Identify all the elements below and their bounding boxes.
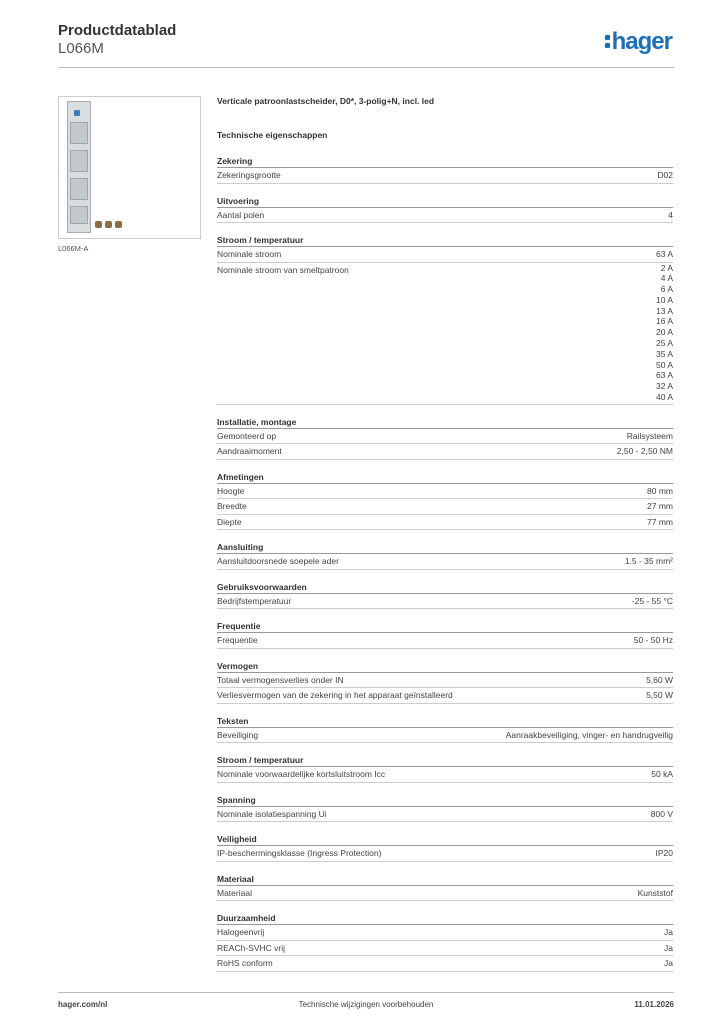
spec-value: IP20 xyxy=(655,848,673,859)
spec-row xyxy=(217,633,673,649)
spec-row xyxy=(217,688,673,704)
logo-text: hager xyxy=(611,28,672,55)
spec-row xyxy=(217,846,673,862)
terminal-accessory-icon xyxy=(115,221,122,228)
section-title: Stroom / temperatuur xyxy=(217,234,673,247)
spec-value: 40 A xyxy=(655,392,673,403)
spec-label: Hoogte xyxy=(217,485,245,496)
spec-value: D02 xyxy=(657,170,673,180)
section-title: Installatie, montage xyxy=(217,416,673,429)
spec-label: Zekeringsgrootte xyxy=(217,170,281,180)
spec-value: 5,60 W xyxy=(646,674,673,685)
section-title: Frequentie xyxy=(217,620,673,633)
spec-row xyxy=(217,263,673,405)
section-title: Aansluiting xyxy=(217,541,673,554)
product-code: L066M xyxy=(58,40,104,57)
spec-label: Beveiliging xyxy=(217,729,259,740)
spec-label: Materiaal xyxy=(217,887,252,898)
spec-section xyxy=(217,754,673,783)
section-title: Gebruiksvoorwaarden xyxy=(217,581,673,594)
spec-sections xyxy=(217,155,673,972)
document-title: Productdatablad xyxy=(58,22,177,39)
spec-section xyxy=(217,541,673,570)
spec-value: Railsysteem xyxy=(626,430,673,441)
spec-value: Kunststof xyxy=(637,887,673,898)
spec-section xyxy=(217,155,673,184)
spec-value: 4 A xyxy=(660,273,673,284)
spec-content xyxy=(217,96,673,972)
spec-section xyxy=(217,660,673,704)
spec-row xyxy=(217,499,673,515)
spec-label: IP-beschermingsklasse (Ingress Protection) xyxy=(217,848,382,859)
spec-label: Halogeenvrij xyxy=(217,927,265,938)
fuse-switch-device-icon xyxy=(67,101,91,233)
spec-value: 35 A xyxy=(655,348,673,359)
spec-label: Aandraaimoment xyxy=(217,446,282,457)
spec-label: REACh-SVHC vrij xyxy=(217,942,286,953)
spec-value: 13 A xyxy=(655,305,673,316)
spec-value: Ja xyxy=(664,942,673,953)
spec-value: Aanraakbeveiliging, vinger- en handrugveilig xyxy=(505,729,673,740)
spec-section xyxy=(217,912,673,972)
spec-row xyxy=(217,429,673,445)
spec-section xyxy=(217,794,673,823)
terminal-accessory-icon xyxy=(95,221,102,228)
spec-label: Verliesvermogen van de zekering in het apparaat geïnstalleerd xyxy=(217,690,453,701)
tech-heading: Technische eigenschappen xyxy=(217,130,328,140)
spec-value: 4 xyxy=(668,209,673,220)
spec-row xyxy=(217,247,673,263)
spec-row xyxy=(217,484,673,500)
page-footer xyxy=(58,992,674,1009)
section-title: Teksten xyxy=(217,715,673,728)
spec-row xyxy=(217,168,673,184)
product-description: Verticale patroonlastscheider, D0*, 3-polig+N, incl. led xyxy=(217,96,435,106)
spec-value: 32 A xyxy=(655,381,673,392)
terminal-accessory-icon xyxy=(105,221,112,228)
section-title: Zekering xyxy=(217,155,673,168)
spec-section xyxy=(217,471,673,531)
spec-value: 2 A xyxy=(660,262,673,273)
spec-value: 10 A xyxy=(655,294,673,305)
spec-row xyxy=(217,925,673,941)
spec-label: Nominale isolatiespanning Ui xyxy=(217,808,327,819)
spec-value: 77 mm xyxy=(647,516,673,527)
spec-value: 2,50 - 2,50 NM xyxy=(616,446,673,457)
spec-row xyxy=(217,594,673,610)
image-caption: L066M-A xyxy=(58,244,89,253)
spec-section xyxy=(217,195,673,224)
spec-label: Nominale stroom xyxy=(217,249,282,259)
section-title: Vermogen xyxy=(217,660,673,673)
section-title: Duurzaamheid xyxy=(217,912,673,925)
spec-value: Ja xyxy=(664,927,673,938)
spec-row xyxy=(217,444,673,460)
spec-value: Ja xyxy=(664,958,673,969)
footer-notice: Technische wijzigingen voorbehouden xyxy=(298,1000,434,1009)
section-title: Materiaal xyxy=(217,873,673,886)
spec-label: Aantal polen xyxy=(217,209,265,220)
spec-label: Bedrijfstemperatuur xyxy=(217,595,292,606)
spec-label: Breedte xyxy=(217,501,247,512)
spec-value: 63 A xyxy=(655,370,673,381)
spec-value: 50 - 50 Hz xyxy=(633,635,673,646)
spec-row xyxy=(217,208,673,224)
spec-row xyxy=(217,807,673,823)
section-title: Uitvoering xyxy=(217,195,673,208)
spec-value: 16 A xyxy=(655,316,673,327)
spec-section xyxy=(217,873,673,902)
spec-section xyxy=(217,234,673,405)
spec-label: Gemonteerd op xyxy=(217,430,277,441)
spec-value: 20 A xyxy=(655,327,673,338)
spec-value: 25 A xyxy=(655,338,673,349)
spec-label: Nominale stroom van smeltpatroon xyxy=(217,264,349,275)
spec-row xyxy=(217,673,673,689)
page-header xyxy=(58,22,674,68)
spec-value: 80 mm xyxy=(647,485,673,496)
spec-label: Frequentie xyxy=(217,635,258,646)
spec-value: 63 A xyxy=(655,249,673,259)
spec-value: -25 - 55 °C xyxy=(631,595,673,606)
spec-label: Nominale voorwaardelijke kortsluitstroom Icc xyxy=(217,769,386,780)
hager-logo xyxy=(605,28,672,56)
footer-date: 11.01.2026 xyxy=(634,1000,674,1009)
spec-section xyxy=(217,715,673,744)
footer-website: hager.com/nl xyxy=(58,1000,108,1009)
spec-value-list xyxy=(656,263,673,403)
spec-value: 1.5 - 35 mm² xyxy=(624,556,673,567)
spec-row xyxy=(217,767,673,783)
spec-label: Totaal vermogensverlies onder IN xyxy=(217,674,344,685)
spec-label: Diepte xyxy=(217,516,242,527)
spec-row xyxy=(217,515,673,531)
spec-row xyxy=(217,554,673,570)
spec-value: 50 A xyxy=(655,359,673,370)
section-title: Afmetingen xyxy=(217,471,673,484)
spec-row xyxy=(217,956,673,972)
spec-section xyxy=(217,416,673,460)
spec-section xyxy=(217,581,673,610)
section-title: Spanning xyxy=(217,794,673,807)
spec-label: Aansluitdoorsnede soepele ader xyxy=(217,556,339,567)
product-image xyxy=(58,96,201,239)
spec-value: 50 kA xyxy=(651,769,673,780)
section-title: Veiligheid xyxy=(217,833,673,846)
spec-row xyxy=(217,941,673,957)
spec-value: 800 V xyxy=(650,808,673,819)
section-title: Stroom / temperatuur xyxy=(217,754,673,767)
spec-value: 27 mm xyxy=(647,501,673,512)
spec-label: RoHS conform xyxy=(217,958,273,969)
spec-section xyxy=(217,833,673,862)
led-indicator-icon xyxy=(74,110,80,116)
spec-section xyxy=(217,620,673,649)
spec-row xyxy=(217,886,673,902)
spec-value: 5,50 W xyxy=(646,690,673,701)
spec-row xyxy=(217,728,673,744)
spec-value: 6 A xyxy=(660,284,673,295)
